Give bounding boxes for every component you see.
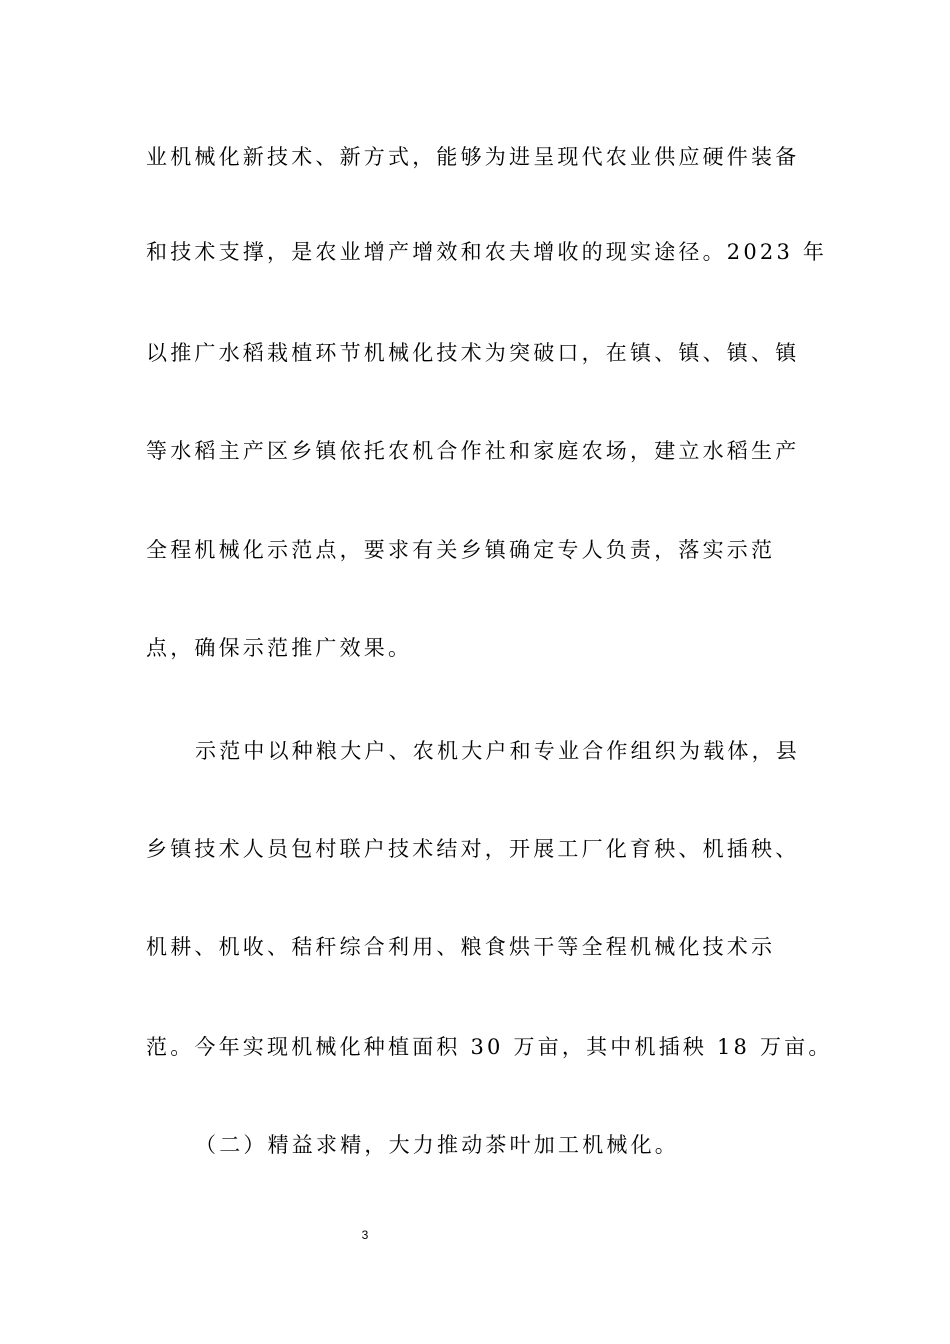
paragraph-line: 机耕、机收、秸秆综合利用、粮食烘干等全程机械化技术示 bbox=[146, 935, 776, 959]
paragraph-line: 等水稻主产区乡镇依托农机合作社和家庭农场，建立水稻生产 bbox=[146, 439, 800, 463]
section-heading: （二）精益求精，大力推动茶叶加工机械化。 bbox=[195, 1133, 679, 1157]
paragraph-line: 业机械化新技术、新方式，能够为进呈现代农业供应硬件装备 bbox=[146, 145, 800, 169]
paragraph-line: 全程机械化示范点，要求有关乡镇确定专人负责，落实示范 bbox=[146, 538, 776, 562]
paragraph-line: 范。今年实现机械化种植面积 30 万亩，其中机插秧 18 万亩。 bbox=[146, 1035, 833, 1059]
page-number: 3 bbox=[361, 1228, 369, 1242]
paragraph-line: 乡镇技术人员包村联户技术结对，开展工厂化育秧、机插秧、 bbox=[146, 837, 800, 861]
paragraph-line: 以推广水稻栽植环节机械化技术为突破口，在镇、镇、镇、镇 bbox=[146, 341, 800, 365]
paragraph-line: 和技术支撑，是农业增产增效和农夫增收的现实途径。2023 年 bbox=[146, 240, 828, 264]
paragraph-line: 点，确保示范推广效果。 bbox=[146, 636, 413, 660]
paragraph-line: 示范中以种粮大户、农机大户和专业合作组织为载体，县 bbox=[195, 739, 800, 763]
